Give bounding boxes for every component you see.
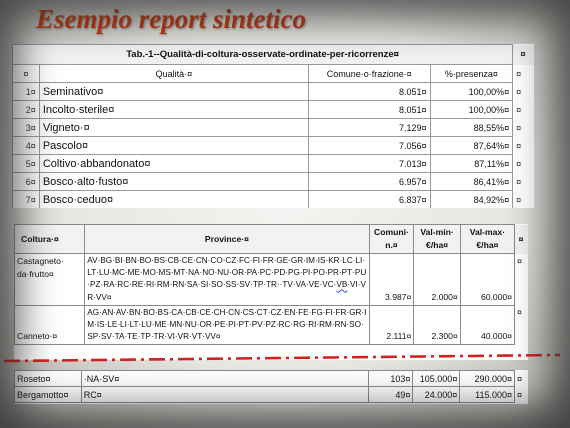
province-list-text: AV·BG·BI·BN·BO·BS·CB·CE·CN·CO·CZ·FC·FI·FR·GE·GR·IM·IS·KR·LC·LI·LT·LU·MC·ME·MO·MS·MT·NA·NO·NU·OR·PA·PC·PD·PG·PI·PO·PR·PT·PU·PZ·RA·RC·RE·RI·RM·RN·SA·SI·SO·SS·SV·TP·TR··TV·VA·VE·VC· [87,256,367,290]
table-row [13,137,534,155]
row-index: 4¤ [13,137,40,155]
comuni-count: 3.987¤ [369,254,414,306]
comuni-count: 103¤ [368,371,413,387]
province-list-text: ·VI·VR·VV¤ [87,280,366,302]
header-count: Comune·o·frazione·¤ [309,65,430,83]
header-comuni: Comuni· n.¤ [369,225,414,254]
quality-percentage: 100,00%¤ [430,101,513,119]
row-end-mark: ¤ [517,389,523,400]
header-val-min: Val-min· €/ha¤ [414,225,460,254]
row-end-mark: ¤ [516,68,522,79]
table-row [15,371,528,387]
table-row [13,83,534,101]
header-coltura: Coltura·¤ [15,225,85,254]
header-province: Province·¤ [85,225,369,254]
quality-percentage: 87,64%¤ [430,137,513,155]
row-end-mark: ¤ [516,176,522,187]
row-end-mark: ¤ [516,194,522,205]
val-min: 24.000¤ [413,387,460,403]
province-table-continued-panel [14,370,528,404]
quality-name: Bosco·alto·fusto¤ [39,173,308,191]
comuni-count: 2.111¤ [369,305,414,345]
slide-title: Esempio report sintetico [36,4,306,34]
row-index: 1¤ [13,83,40,101]
province-table-continued [14,370,528,403]
province-list [85,254,369,306]
province-list: ·NA·SV¤ [81,371,368,387]
quality-count: 8.051¤ [309,83,430,101]
val-max: 60.000¤ [460,254,514,306]
val-min: 2.000¤ [414,254,460,306]
header-index: ¤ [13,65,40,83]
row-end-mark: ¤ [513,45,534,65]
row-index: 6¤ [13,173,40,191]
row-end-mark: ¤ [517,307,522,318]
province-list: AG·AN·AV·BN·BO·BS·CA·CB·CE·CH·CN·CS·CT·CZ·EN·FE·FG·FI·FR·GR·IM·IS·LE·LI·LT·LU·ME·MN·NU·OR·PE·PI·PT·PV·PZ·RC·RG·RI·RM·RN·SO·SP·SV·TA·TE·TP·TR·VI·VR·VT·VV¤ [85,305,369,345]
province-table [14,224,528,345]
val-max: 290.000¤ [460,371,515,387]
header-percentage: %·presenza¤ [430,65,513,83]
header-quality: Qualità·¤ [39,65,308,83]
val-min: 2.300¤ [414,305,460,345]
table-row [15,305,528,345]
quality-percentage: 84,92%¤ [430,191,513,209]
quality-name: Coltivo·abbandonato¤ [39,155,308,173]
quality-name: Incolto·sterile¤ [39,101,308,119]
quality-table-caption: Tab.-1--Qualità-di-coltura-osservate-ordinate-per-ricorrenze¤ [13,45,513,65]
quality-table [12,44,534,208]
row-end-mark: ¤ [515,225,528,254]
val-max: 40.000¤ [460,305,514,345]
row-index: 7¤ [13,191,40,209]
quality-percentage: 87,11%¤ [430,155,513,173]
row-end-mark: ¤ [517,255,522,266]
quality-percentage: 100,00%¤ [430,83,513,101]
quality-name: Pascolo¤ [39,137,308,155]
row-end-mark: ¤ [516,158,522,169]
quality-percentage: 88,55%¤ [430,119,513,137]
coltura-name: Castagneto· da·frutto¤ [15,254,85,306]
table-row [13,191,534,209]
cut-line [4,352,560,366]
header-val-max: Val-max· €/ha¤ [460,225,514,254]
quality-count: 6.957¤ [309,173,430,191]
quality-percentage: 86,41%¤ [430,173,513,191]
row-end-mark: ¤ [516,104,522,115]
quality-name: Bosco·ceduo¤ [39,191,308,209]
quality-count: 8.051¤ [309,101,430,119]
val-max: 115.000¤ [460,387,515,403]
quality-count: 7.129¤ [309,119,430,137]
quality-name: Seminativo¤ [39,83,308,101]
table-row [15,387,528,403]
table-row [13,173,534,191]
province-table-panel [14,224,528,360]
coltura-name: Roseto¤ [15,371,82,387]
quality-count: 6.837¤ [309,191,430,209]
comuni-count: 49¤ [368,387,413,403]
spellcheck-underlined-word: VB [336,280,348,290]
row-end-mark: ¤ [516,86,522,97]
province-list: RC¤ [81,387,368,403]
row-index: 2¤ [13,101,40,119]
quality-count: 7.013¤ [309,155,430,173]
quality-count: 7.056¤ [309,137,430,155]
coltura-name: Canneto·¤ [15,305,85,345]
row-index: 5¤ [13,155,40,173]
quality-table-panel [12,44,534,208]
table-row [13,155,534,173]
row-index: 3¤ [13,119,40,137]
coltura-name: Bergamotto¤ [15,387,82,403]
val-min: 105.000¤ [413,371,460,387]
table-row [13,119,534,137]
row-end-mark: ¤ [517,373,523,384]
table-row [15,254,528,306]
row-end-mark: ¤ [516,140,522,151]
row-end-mark: ¤ [516,122,522,133]
table-row [13,101,534,119]
quality-name: Vigneto·¤ [39,119,308,137]
